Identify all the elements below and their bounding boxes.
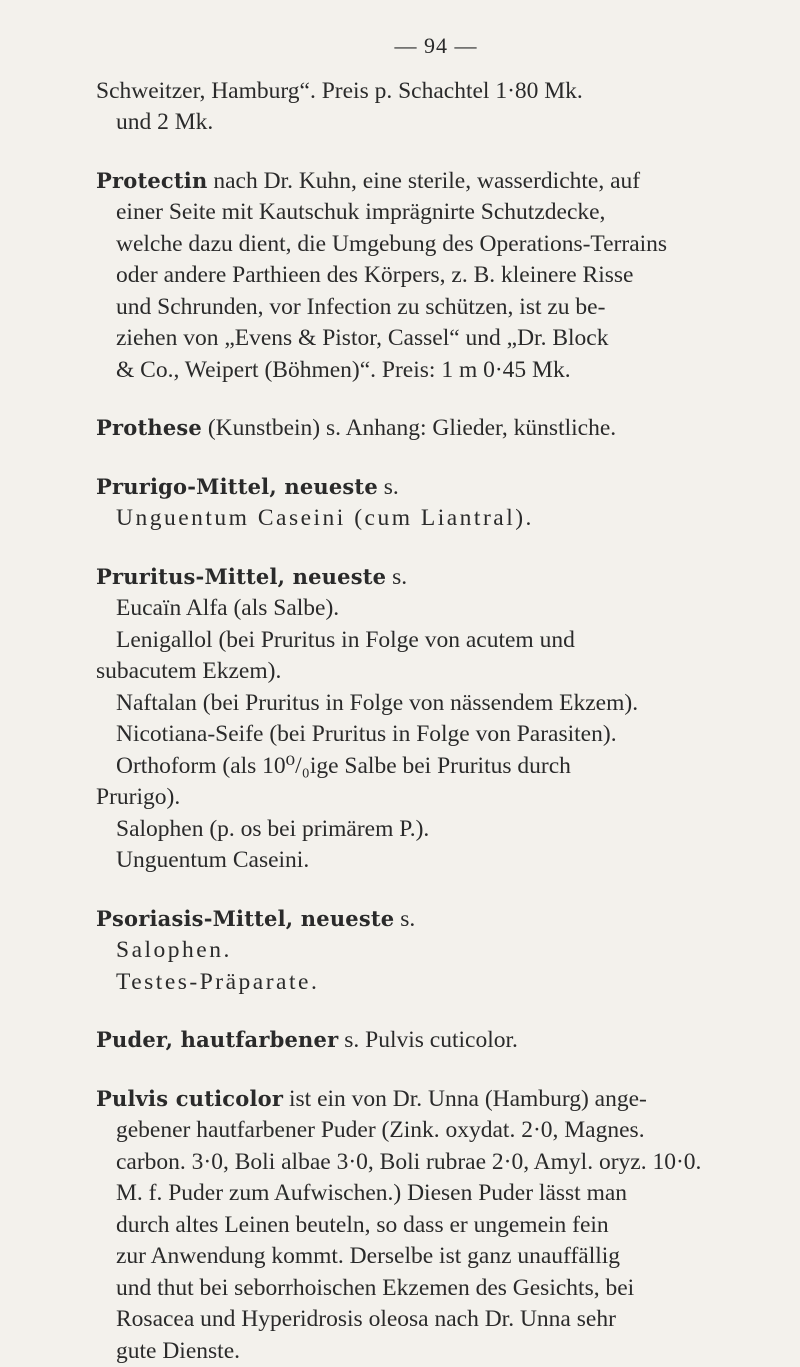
entry-prurigo-mittel: [96, 471, 776, 535]
text-line: carbon. 3·0, Boli albae 3·0, Boli rubrae 2·0, Amyl. oryz. 10·0.: [96, 1147, 776, 1179]
entry-heading: Protectin: [96, 168, 207, 193]
entry-heading: Prurigo-Mittel, neueste: [96, 474, 378, 499]
text-line: oder andere Parthieen des Körpers, z. B. kleinere Risse: [96, 260, 776, 292]
entry-heading: Pruritus-Mittel, neueste: [96, 564, 386, 589]
entry-protectin: [96, 165, 776, 387]
text-line: welche dazu dient, die Umgebung des Operations-Terrains: [96, 229, 776, 261]
text-line: Lenigallol (bei Pruritus in Folge von acutem und: [96, 625, 776, 657]
text-line: Unguentum Caseini (cum Liantral).: [96, 503, 776, 535]
text-line: subacutem Ekzem).: [96, 656, 776, 688]
text-line: und 2 Mk.: [96, 107, 776, 139]
entry-heading: Pulvis cuticolor: [96, 1086, 283, 1111]
text-line: ist ein von Dr. Unna (Hamburg) ange-: [283, 1086, 647, 1112]
entry-pulvis-cuticolor: [96, 1083, 776, 1367]
page: [96, 30, 776, 1367]
text-line: gebener hautfarbener Puder (Zink. oxydat. 2·0, Magnes.: [96, 1115, 776, 1147]
text-line: und Schrunden, vor Infection zu schützen, ist zu be-: [96, 292, 776, 324]
text-line: Naftalan (bei Pruritus in Folge von nässendem Ekzem).: [96, 688, 776, 720]
text-line: (Kunstbein) s. Anhang: Glieder, künstliche.: [202, 415, 616, 441]
text-line: s. Pulvis cuticolor.: [338, 1027, 518, 1053]
page-number: — 94 —: [96, 30, 776, 62]
text-line: nach Dr. Kuhn, eine sterile, wasserdichte, auf: [207, 168, 640, 194]
entry-psoriasis-mittel: [96, 903, 776, 999]
entry-prothese: [96, 412, 776, 445]
text-line: s.: [394, 906, 415, 932]
text-line: Nicotiana-Seife (bei Pruritus in Folge von Parasiten).: [96, 719, 776, 751]
text-line: Testes-Präparate.: [96, 967, 776, 999]
text-line: s.: [378, 474, 399, 500]
text-line: & Co., Weipert (Böhmen)“. Preis: 1 m 0·45 Mk.: [96, 355, 776, 387]
text-line: Salophen.: [96, 935, 776, 967]
text-line: gute Dienste.: [96, 1336, 776, 1367]
text-line: Salophen (p. os bei primärem P.).: [96, 814, 776, 846]
text-line: Prurigo).: [96, 782, 776, 814]
text-line: M. f. Puder zum Aufwischen.) Diesen Puder lässt man: [96, 1178, 776, 1210]
text-line: Schweitzer, Hamburg“. Preis p. Schachtel 1·80 Mk.: [96, 76, 776, 108]
entry-heading: Puder, hautfarbener: [96, 1027, 338, 1052]
entry-heading: Psoriasis-Mittel, neueste: [96, 906, 394, 931]
entry-heading: Prothese: [96, 415, 202, 440]
text-line: ziehen von „Evens & Pistor, Cassel“ und „Dr. Block: [96, 323, 776, 355]
entry-pruritus-mittel: [96, 561, 776, 877]
entry-schweitzer-continuation: [96, 76, 776, 139]
text-line: zur Anwendung kommt. Derselbe ist ganz unauffällig: [96, 1241, 776, 1273]
text-line: durch altes Leinen beuteln, so dass er ungemein fein: [96, 1210, 776, 1242]
text-line: Unguentum Caseini.: [96, 845, 776, 877]
text-line: Orthoform (als 10⁰/₀ige Salbe bei Pruritus durch: [96, 751, 776, 783]
text-line: Eucaïn Alfa (als Salbe).: [96, 593, 776, 625]
text-line: und thut bei seborrhoischen Ekzemen des Gesichts, bei: [96, 1273, 776, 1305]
text-line: Rosacea und Hyperidrosis oleosa nach Dr. Unna sehr: [96, 1304, 776, 1336]
entry-puder-hautfarbener: [96, 1024, 776, 1057]
text-line: einer Seite mit Kautschuk imprägnirte Schutzdecke,: [96, 197, 776, 229]
text-line: s.: [386, 564, 407, 590]
